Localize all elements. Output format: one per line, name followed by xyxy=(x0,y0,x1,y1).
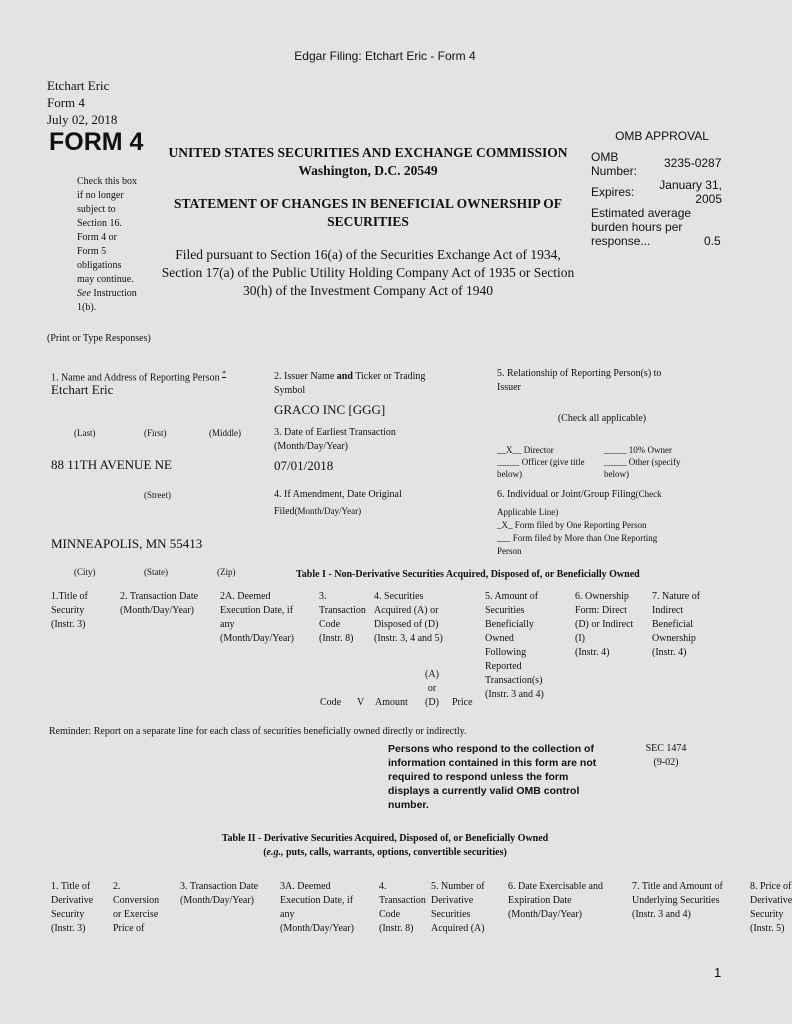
omb-burden: 0.5 xyxy=(704,234,721,248)
table1-col-title: 1.Title of Security (Instr. 3) xyxy=(51,591,88,630)
reminder-note: Reminder: Report on a separate line for each class of securities beneficially owned directly or indirectly. xyxy=(49,726,467,737)
joint-filing-check: (Check xyxy=(635,489,662,499)
issuer-label xyxy=(274,370,474,398)
label-street: (Street) xyxy=(144,490,171,500)
omb-expires: January 31, 2005 xyxy=(659,178,722,206)
table2-col-underlying: 7. Title and Amount of Underlying Securities (Instr. 3 and 4) xyxy=(632,881,723,920)
joint-filing-label xyxy=(497,488,662,502)
agency-block xyxy=(150,144,586,180)
table2-col-exercisable: 6. Date Exercisable and Expiration Date (Month/Day/Year) xyxy=(508,881,603,920)
filed-pursuant: Filed pursuant to Section 16(a) of the Securities Exchange Act of 1934, Section 17(a) of the Public Utility Holding Company Act of 1935 or Section 30(h) of the Investment Company Act of 1940 xyxy=(161,247,575,298)
meta-date: July 02, 2018 xyxy=(47,112,118,127)
page-number: 1 xyxy=(714,965,722,980)
relationship-label: 5. Relationship of Reporting Person(s) to Issuer xyxy=(497,368,662,393)
table2-col-title: 1. Title of Derivative Security (Instr. 3) xyxy=(51,881,94,934)
table1-sub-ad: (A) or (D) xyxy=(425,669,439,708)
table2-title xyxy=(0,832,770,860)
check-instruction: Instruction 1(b). xyxy=(77,288,137,313)
check-see: See xyxy=(77,288,91,299)
amendment-filed xyxy=(274,505,361,519)
table2-subtitle-eg: e.g., xyxy=(266,847,284,858)
agency-name: UNITED STATES SECURITIES AND EXCHANGE COMMISSION xyxy=(168,145,568,160)
issuer-label-b: Ticker or Trading Symbol xyxy=(274,371,426,396)
table1-col-code: 3. Transaction Code (Instr. 8) xyxy=(319,591,366,644)
table1-sub-price: Price xyxy=(452,697,473,708)
omb-number-label: OMB Number: xyxy=(591,150,638,178)
table1-sub-amount: Amount xyxy=(375,697,408,708)
table2-subtitle-rest: puts, calls, warrants, options, convertible securities) xyxy=(283,847,507,858)
issuer-value: GRACO INC [GGG] xyxy=(274,402,386,417)
table1-col-transaction-date: 2. Transaction Date (Month/Day/Year) xyxy=(120,591,199,616)
reporting-person-label-text: 1. Name and Address of Reporting Person xyxy=(51,372,220,384)
meta-form: Form 4 xyxy=(47,95,85,110)
table2-col-code: 4. Transaction Code (Instr. 8) xyxy=(379,881,426,934)
amendment-label: 4. If Amendment, Date Original xyxy=(274,489,402,500)
form-label: FORM 4 xyxy=(49,128,144,156)
table1-col-nature: 7. Nature of Indirect Beneficial Ownership (Instr. 4) xyxy=(652,591,701,658)
table1-sub-v: V xyxy=(357,697,365,708)
filing-meta xyxy=(47,77,117,128)
amendment-filed-text: Filed xyxy=(274,506,295,517)
persons-notice: Persons who respond to the collection of information contained in this form are not required to respond unless the form displays a currently valid OMB control number. xyxy=(388,743,597,811)
officer-checkbox[interactable]: _____ Officer (give title below) xyxy=(497,457,585,479)
table2-col-transaction-date: 3. Transaction Date (Month/Day/Year) xyxy=(180,881,259,906)
table1-col-deemed-date: 2A. Deemed Execution Date, if any (Month/Day/Year) xyxy=(220,591,294,644)
earliest-date-value: 07/01/2018 xyxy=(274,458,334,473)
other-checkbox[interactable]: _____ Other (specify below) xyxy=(604,457,681,479)
sec-code: SEC 1474 (9-02) xyxy=(645,743,687,768)
label-last: (Last) xyxy=(74,428,96,438)
page-header-title: Edgar Filing: Etchart Eric - Form 4 xyxy=(294,49,476,63)
amendment-mdy: (Month/Day/Year) xyxy=(294,506,362,516)
label-state: (State) xyxy=(144,567,168,577)
street-value: 88 11TH AVENUE NE xyxy=(51,457,172,472)
table1-col-amount: 5. Amount of Securities Beneficially Owned Following Reported Transaction(s) (Instr. 3 and 4) xyxy=(485,591,544,700)
label-middle: (Middle) xyxy=(209,428,241,438)
joint-filing-options[interactable]: Applicable Line) _X_ Form filed by One Reporting Person ___ Form filed by More than One Reporting Person xyxy=(497,507,658,556)
reporting-person-name: Etchart Eric xyxy=(51,382,114,397)
table1-sub-code: Code xyxy=(320,697,342,708)
table2-title-text: Table II - Derivative Securities Acquired, Disposed of, or Beneficially Owned xyxy=(221,833,549,844)
omb-expires-label: Expires: xyxy=(591,185,635,199)
director-checkbox[interactable]: __X__ Director xyxy=(497,445,554,455)
label-zip: (Zip) xyxy=(217,567,236,577)
print-type-note: (Print or Type Responses) xyxy=(47,333,151,344)
table2-col-number: 5. Number of Derivative Securities Acquired (A) xyxy=(431,881,485,934)
statement-title: STATEMENT OF CHANGES IN BENEFICIAL OWNERSHIP OF SECURITIES xyxy=(173,196,563,229)
meta-name: Etchart Eric xyxy=(47,78,110,93)
omb-burden-label: Estimated average burden hours per response... xyxy=(591,206,692,248)
label-city: (City) xyxy=(74,567,96,577)
omb-number: 3235-0287 xyxy=(664,156,722,170)
check-all-applicable: (Check all applicable) xyxy=(557,413,647,424)
city-value: MINNEAPOLIS, MN 55413 xyxy=(51,536,203,551)
table1-col-securities: 4. Securities Acquired (A) or Disposed of (D) (Instr. 3, 4 and 5) xyxy=(374,591,443,644)
agency-city: Washington, D.C. 20549 xyxy=(298,163,438,178)
table2-col-price: 8. Price of Derivative Security (Instr. 5) xyxy=(750,881,792,934)
check-box-text: Check this box if no longer subject to Section 16. Form 4 or Form 5 obligations may continue. xyxy=(77,176,137,285)
footnote-link[interactable]: * xyxy=(222,369,227,378)
joint-filing-label-text: 6. Individual or Joint/Group Filing xyxy=(497,489,636,500)
omb-title: OMB APPROVAL xyxy=(615,129,709,143)
table2-col-deemed-date: 3A. Deemed Execution Date, if any (Month/Day/Year) xyxy=(280,881,354,934)
ten-percent-owner-checkbox[interactable]: _____ 10% Owner xyxy=(604,445,672,455)
issuer-label-a: 2. Issuer Name xyxy=(274,371,337,382)
table2-col-conversion: 2. Conversion or Exercise Price of xyxy=(113,881,160,934)
table2-subtitle: (e.g., puts, calls, warrants, options, convertible securities) xyxy=(263,847,507,858)
earliest-date-label: 3. Date of Earliest Transaction (Month/Day/Year) xyxy=(274,427,396,452)
label-first: (First) xyxy=(144,428,167,438)
table1-col-ownership: 6. Ownership Form: Direct (D) or Indirect (I) (Instr. 4) xyxy=(575,591,634,658)
issuer-label-and: and xyxy=(336,371,353,382)
table1-title: Table I - Non-Derivative Securities Acquired, Disposed of, or Beneficially Owned xyxy=(296,569,640,580)
